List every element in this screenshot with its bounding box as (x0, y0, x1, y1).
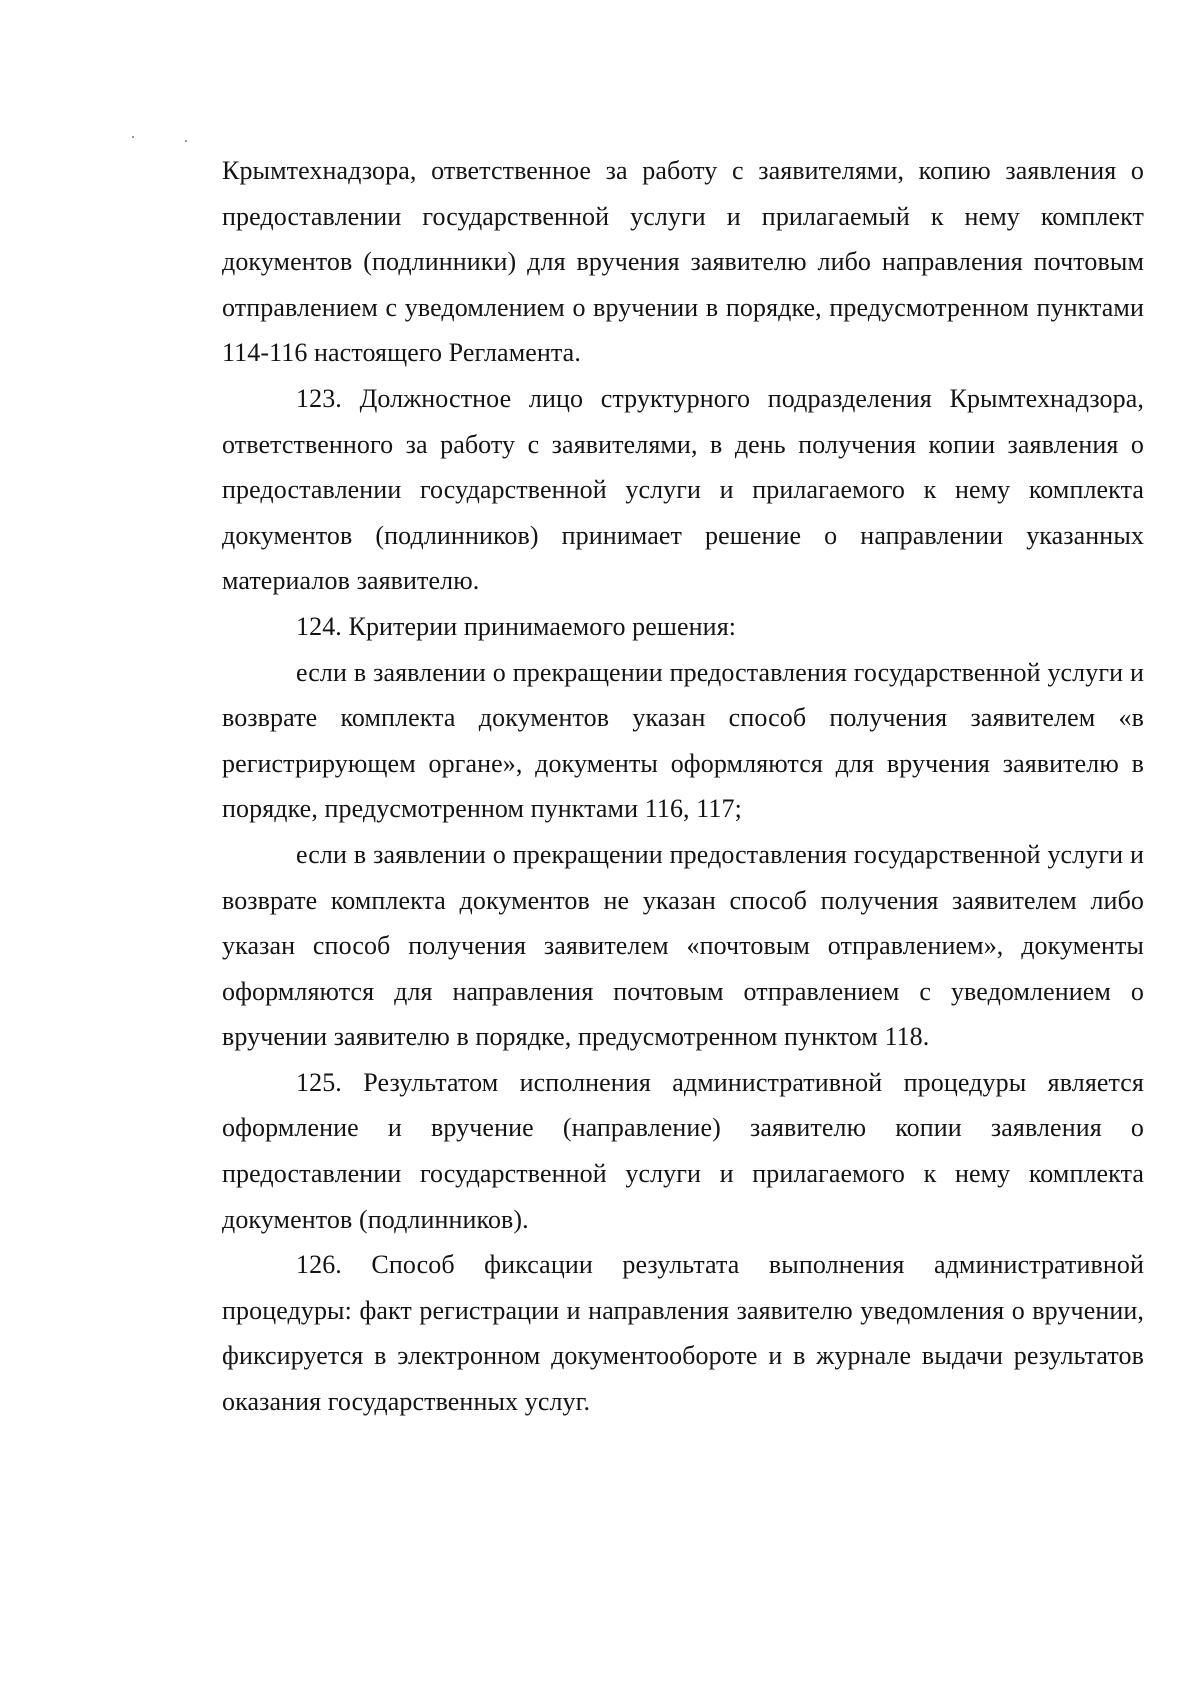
document-body (222, 148, 1144, 1425)
paragraph-continuation: Крымтехнадзора, ответственное за работу с заявителями, копию заявления о предоставлении государственной услуги и прилагаемый к нему комплект документов (подлинники) для вручения заявителю либо направления почтовым отправлением с уведомлением о вручении в порядке, предусмотренном пунктами 114-116 настоящего Регламента. (222, 156, 1144, 368)
paragraph-125: 125. Результатом исполнения административной процедуры является оформление и вручение (направление) заявителю копии заявления о предоставлении государственной услуги и прилагаемого к нему комплекта документов (подлинников). (222, 1067, 1144, 1234)
paragraph-126: 126. Способ фиксации результата выполнения административной процедуры: факт регистрации и направления заявителю уведомления о вручении, фиксируется в электронном документообороте и в журнале выдачи результатов оказания государственных услуг. (222, 1250, 1144, 1417)
scan-speck (185, 140, 187, 142)
paragraph-124-criterion-a: если в заявлении о прекращении предоставления государственной услуги и возврате комплекта документов указан способ получения заявителем «в регистрирующем органе», документы оформляются для вручения заявителю в порядке, предусмотренном пунктами 116, 117; (222, 657, 1144, 824)
scan-speck (132, 136, 134, 138)
paragraph-123: 123. Должностное лицо структурного подразделения Крымтехнадзора, ответственного за работу с заявителями, в день получения копии заявления о предоставлении государственной услуги и прилагаемого к нему комплекта документов (подлинников) принимает решение о направлении указанных материалов заявителю. (222, 383, 1144, 596)
paragraph-124: 124. Критерии принимаемого решения: (296, 611, 737, 641)
paragraph-124-criterion-b: если в заявлении о прекращении предоставления государственной услуги и возврате комплекта документов не указан способ получения заявителем либо указан способ получения заявителем «почтовым отправлением», документы оформляются для направления почтовым отправлением с уведомлением о вручении заявителю в порядке, предусмотренном пунктом 118. (222, 839, 1144, 1052)
